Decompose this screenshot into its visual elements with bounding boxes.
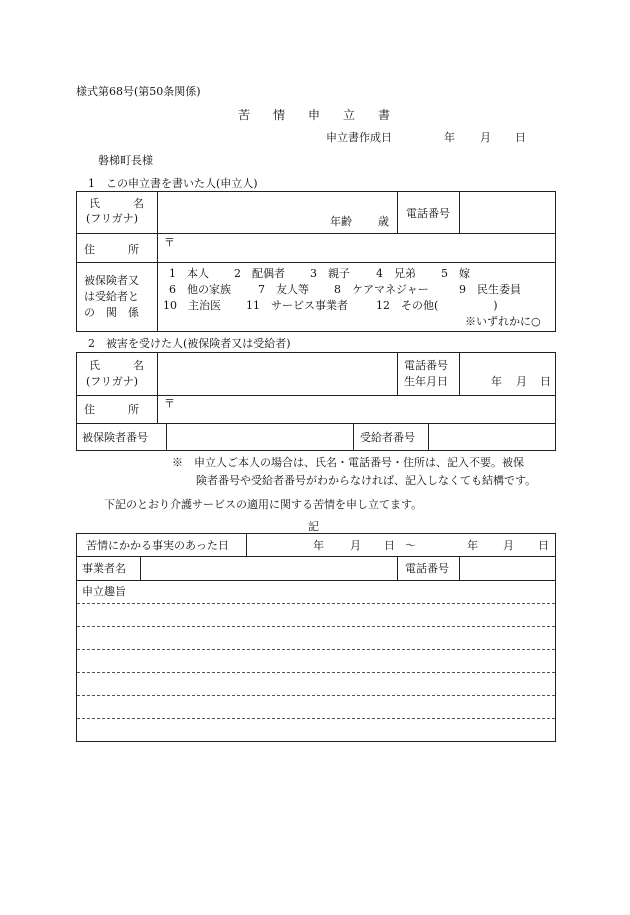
purpose-label: 申立趣旨 <box>82 585 126 598</box>
name-label: 氏 名 <box>89 359 144 372</box>
relation-option[interactable]: 6 他の家族 <box>169 283 231 296</box>
form-number: 様式第68号(第50条関係) <box>76 85 201 98</box>
row-divider <box>76 580 556 581</box>
title-char: 申 <box>307 108 320 122</box>
victim-address-field[interactable] <box>158 396 554 422</box>
title-char: 苦 <box>238 108 251 122</box>
creation-day-unit: 日 <box>515 131 526 144</box>
postal-mark: 〒 <box>164 397 175 410</box>
creation-month-unit: 月 <box>480 131 491 144</box>
relation-option[interactable]: 7 友人等 <box>258 283 309 296</box>
ki-heading: 記 <box>308 520 319 533</box>
recipient-number-label: 受給者番号 <box>360 431 415 444</box>
provider-phone-field[interactable] <box>460 557 554 579</box>
fact-date-label: 苦情にかかる事実のあった日 <box>86 539 229 552</box>
relation-label: は受給者と <box>84 290 139 303</box>
victim-phone-birth-field[interactable] <box>460 353 554 394</box>
insured-number-field[interactable] <box>167 424 352 450</box>
fact-month-unit: 月 <box>350 539 361 552</box>
furigana-label: (フリガナ) <box>86 212 139 225</box>
document-title <box>238 109 390 121</box>
col-divider <box>397 352 398 395</box>
addressee: 磐梯町長様 <box>98 154 153 167</box>
furigana-label: (フリガナ) <box>86 375 139 388</box>
relation-option[interactable]: 10 主治医 <box>163 299 221 312</box>
provider-label: 事業者名 <box>82 562 126 575</box>
birth-year-unit: 年 <box>491 375 502 388</box>
relation-option[interactable]: 8 ケアマネジャー <box>334 283 429 296</box>
fact-date-field[interactable] <box>247 534 554 555</box>
title-char: 情 <box>272 108 285 122</box>
relation-option[interactable]: 5 嫁 <box>441 267 470 280</box>
relation-option[interactable]: 9 民生委員 <box>459 283 521 296</box>
phone-field[interactable] <box>460 192 554 232</box>
insured-number-label: 被保険者番号 <box>82 431 148 444</box>
fact-end-year-unit: 年 <box>467 539 478 552</box>
relation-option[interactable]: 11 サービス事業者 <box>246 299 348 312</box>
birth-day-unit: 日 <box>540 375 551 388</box>
creation-date-label: 申立書作成日 <box>326 131 392 144</box>
statement: 下記のとおり介護サービスの適用に関する苦情を申し立てます。 <box>104 498 423 511</box>
address-label: 住 所 <box>84 243 139 256</box>
name-label: 氏 名 <box>89 197 144 210</box>
address-label: 住 所 <box>84 403 139 416</box>
date-range-tilde: 〜 <box>405 539 416 552</box>
birth-date-label: 生年月日 <box>404 375 448 388</box>
age-label: 年齢 <box>330 215 352 228</box>
title-char: 書 <box>377 108 390 122</box>
row-divider <box>76 262 556 263</box>
col-divider <box>397 191 398 233</box>
relation-option[interactable]: 4 兄弟 <box>376 267 416 280</box>
note-line: ※ 申立人ご本人の場合は、氏名・電話番号・住所は、記入不要。被保 <box>172 456 524 469</box>
birth-month-unit: 月 <box>516 375 527 388</box>
col-divider <box>353 423 354 451</box>
relation-option[interactable]: 12 その他( ) <box>376 299 498 312</box>
fact-day-unit: 日 <box>384 539 395 552</box>
phone-label: 電話番号 <box>405 562 449 575</box>
relation-note: ※いずれかに○ <box>465 315 541 328</box>
purpose-textarea[interactable] <box>77 600 555 741</box>
age-unit: 歳 <box>378 215 389 228</box>
victim-name-field[interactable] <box>158 353 396 394</box>
note-line: 険者番号や受給者番号がわからなければ、記入しなくても結構です。 <box>196 474 537 487</box>
title-char: 立 <box>342 108 355 122</box>
relation-option[interactable]: 3 親子 <box>310 267 350 280</box>
relation-option[interactable]: 2 配偶者 <box>234 267 285 280</box>
col-divider <box>397 556 398 580</box>
section2-heading: 2 被害を受けた人(被保険者又は受給者) <box>88 337 291 350</box>
fact-end-day-unit: 日 <box>538 539 549 552</box>
phone-label: 電話番号 <box>404 359 448 372</box>
recipient-number-field[interactable] <box>429 424 554 450</box>
name-field[interactable] <box>158 192 396 232</box>
section1-heading: 1 この申立書を書いた人(申立人) <box>88 177 258 190</box>
fact-end-month-unit: 月 <box>503 539 514 552</box>
postal-mark: 〒 <box>164 236 175 249</box>
relation-label: 被保険者又 <box>84 274 139 287</box>
phone-label: 電話番号 <box>406 207 450 220</box>
relation-option[interactable]: 1 本人 <box>169 267 209 280</box>
creation-year-unit: 年 <box>444 131 455 144</box>
fact-year-unit: 年 <box>313 539 324 552</box>
relation-label: の 関 係 <box>84 306 139 319</box>
provider-name-field[interactable] <box>141 557 396 579</box>
address-field[interactable] <box>158 234 554 261</box>
